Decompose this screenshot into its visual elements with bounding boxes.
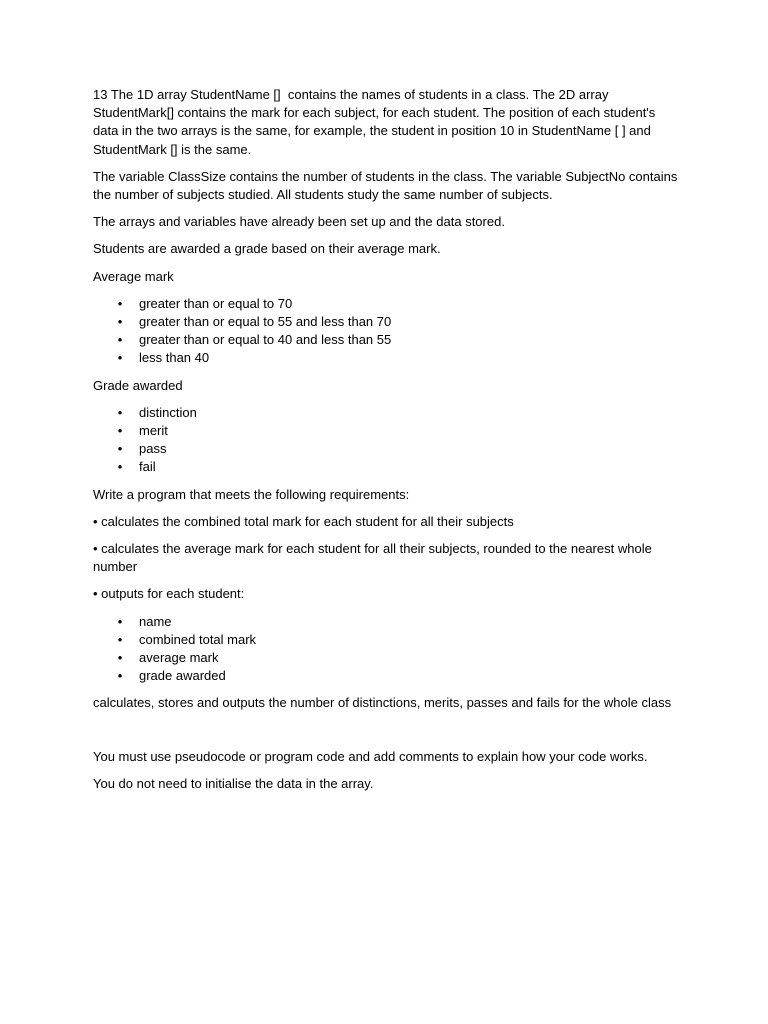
list-item — [93, 422, 678, 440]
bullet-icon: • — [117, 668, 123, 684]
requirement-counts: calculates, stores and outputs the number of distinctions, merits, passes and fails for the whole class — [93, 695, 672, 711]
list-item — [93, 349, 678, 367]
setup-note: The arrays and variables have already been set up and the data stored. — [93, 214, 505, 230]
list-item — [93, 440, 678, 458]
initialise-note: You do not need to initialise the data in the array. — [93, 775, 374, 791]
pseudocode-note: You must use pseudocode or program code and add comments to explain how your code works. — [93, 748, 648, 764]
list-item — [93, 613, 678, 631]
bullet-icon: • — [117, 332, 123, 348]
bullet-icon: • — [117, 295, 123, 311]
grades-intro: Students are awarded a grade based on their average mark. — [93, 241, 441, 257]
list-item-text: merit — [139, 423, 168, 439]
requirement-outputs: • outputs for each student: — [93, 586, 245, 602]
list-item-text: combined total mark — [139, 631, 257, 647]
list-item — [93, 458, 678, 476]
list-item — [93, 295, 678, 313]
list-item — [93, 631, 678, 649]
list-item-text: grade awarded — [139, 668, 226, 684]
list-item-text: distinction — [139, 404, 197, 420]
list-item — [93, 331, 678, 349]
list-item — [93, 313, 678, 331]
list-item-text: pass — [139, 441, 167, 457]
list-item-text: fail — [139, 459, 156, 475]
question-document — [93, 86, 681, 802]
list-item-text: greater than or equal to 70 — [139, 295, 293, 311]
average-mark-list — [93, 295, 678, 368]
bullet-icon: • — [117, 613, 123, 629]
list-item-text: average mark — [139, 650, 219, 666]
bullet-icon: • — [117, 404, 123, 420]
question-intro: 13 The 1D array StudentName [] contains the names of students in a class. The 2D array StudentMark[] contains the mark for each subject, for each student. The position of each student's data in the two arrays is the same, for example, the student in position 10 in StudentName [ ] and StudentMark [] is the same. — [93, 87, 659, 157]
bullet-icon: • — [117, 459, 123, 475]
bullet-icon: • — [117, 441, 123, 457]
variables-description: The variable ClassSize contains the number of students in the class. The variable SubjectNo contains the number of subjects studied. All students study the same number of subjects. — [93, 168, 681, 203]
task-intro: Write a program that meets the following requirements: — [93, 486, 410, 502]
list-item — [93, 404, 678, 422]
list-item-text: greater than or equal to 55 and less than 70 — [139, 314, 392, 330]
grade-awarded-list — [93, 404, 678, 477]
list-item — [93, 667, 678, 685]
bullet-icon: • — [117, 423, 123, 439]
output-items-list — [93, 613, 678, 686]
bullet-icon: • — [117, 350, 123, 366]
list-item-text: less than 40 — [139, 350, 210, 366]
requirement-total: • calculates the combined total mark for each student for all their subjects — [93, 513, 514, 529]
bullet-icon: • — [117, 650, 123, 666]
list-item-text: name — [139, 613, 172, 629]
list-item — [93, 649, 678, 667]
average-mark-heading: Average mark — [93, 268, 174, 284]
grade-awarded-heading: Grade awarded — [93, 377, 183, 393]
requirement-average: • calculates the average mark for each student for all their subjects, rounded to the nearest whole number — [93, 541, 656, 575]
bullet-icon: • — [117, 314, 123, 330]
list-item-text: greater than or equal to 40 and less than 55 — [139, 332, 392, 348]
bullet-icon: • — [117, 631, 123, 647]
